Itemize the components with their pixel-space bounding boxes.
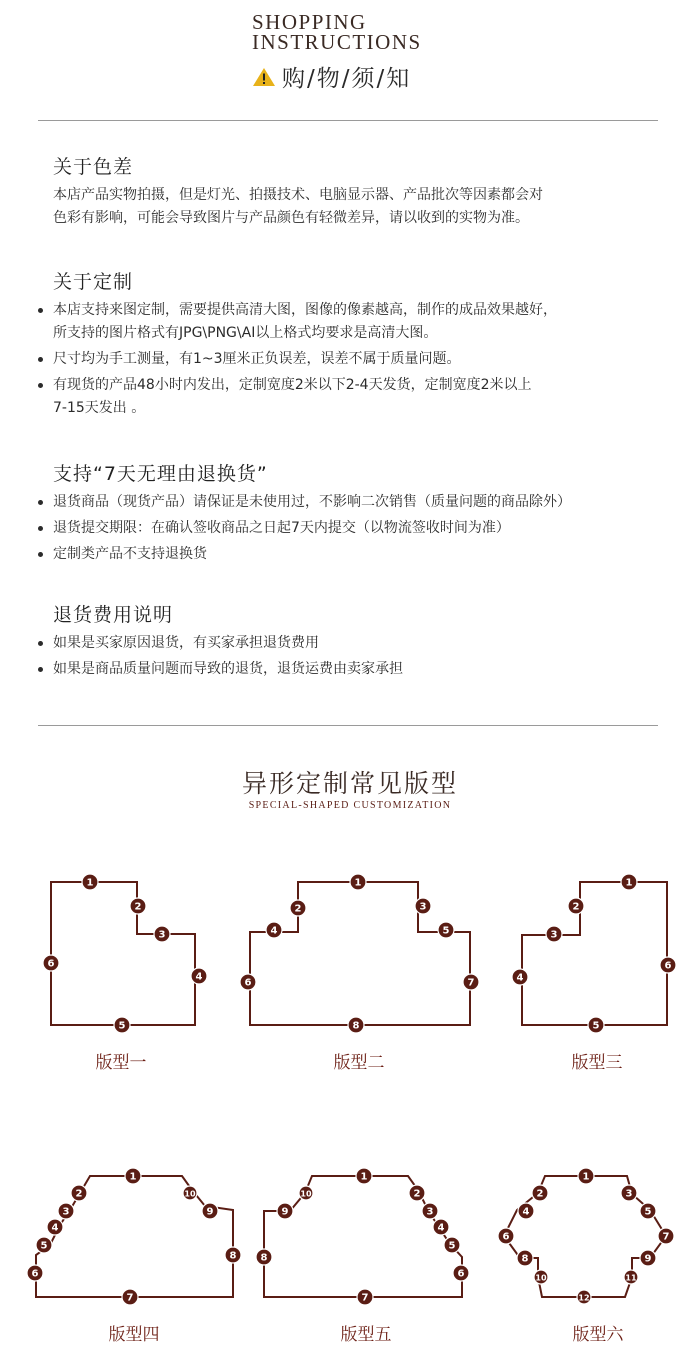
svg-text:7: 7 — [467, 977, 475, 989]
returns-bullet-2-text: 退货提交期限：在确认签收商品之日起7天内提交（以物流签收时间为准） — [53, 520, 510, 536]
section-title-fees: 退货费用说明 — [53, 604, 174, 626]
shape-2-marker-6 — [240, 974, 256, 990]
svg-text:8: 8 — [521, 1253, 529, 1265]
header-english-line1: SHOPPING — [252, 10, 367, 34]
shape-6-marker-5 — [640, 1203, 656, 1219]
svg-text:1: 1 — [129, 1171, 137, 1183]
svg-text:2: 2 — [536, 1188, 544, 1200]
shape-2-marker-2 — [290, 900, 306, 916]
fees-bullet-1-text: 如果是买家原因退货，有买家承担退货费用 — [53, 635, 319, 651]
svg-text:4: 4 — [437, 1222, 445, 1234]
shape-4-marker-6 — [27, 1265, 43, 1281]
shape-2-marker-7 — [463, 974, 479, 990]
shape-1-marker-2 — [130, 898, 146, 914]
shape-1-marker-3 — [154, 926, 170, 942]
shape-label-4: 版型四 — [108, 1325, 160, 1345]
svg-text:2: 2 — [413, 1188, 421, 1200]
header-chinese-text: 购/物/须/知 — [282, 66, 412, 92]
shape-5-marker-7 — [357, 1289, 373, 1305]
shape-outline-2 — [250, 882, 470, 1025]
svg-text:1: 1 — [582, 1171, 590, 1183]
svg-text:4: 4 — [270, 925, 278, 937]
header-english-line2: INSTRUCTIONS — [252, 30, 422, 54]
shape-3-marker-4 — [512, 969, 528, 985]
svg-text:2: 2 — [134, 901, 142, 913]
svg-text:1: 1 — [625, 877, 633, 889]
shape-1-marker-1 — [82, 874, 98, 890]
svg-text:8: 8 — [260, 1252, 268, 1264]
shape-2-marker-1 — [350, 874, 366, 890]
svg-text:1: 1 — [86, 877, 94, 889]
shape-4-marker-8 — [225, 1247, 241, 1263]
svg-text:12: 12 — [578, 1293, 590, 1303]
svg-text:3: 3 — [550, 929, 558, 941]
shape-6-marker-4 — [518, 1203, 534, 1219]
shape-3-marker-6 — [660, 957, 676, 973]
shape-2-marker-5 — [438, 922, 454, 938]
svg-text:9: 9 — [206, 1206, 214, 1218]
svg-text:10: 10 — [184, 1189, 196, 1199]
svg-text:3: 3 — [426, 1206, 434, 1218]
shape-6-marker-9 — [640, 1250, 656, 1266]
svg-text:5: 5 — [644, 1206, 652, 1218]
svg-text:6: 6 — [31, 1268, 39, 1280]
svg-text:8: 8 — [229, 1250, 237, 1262]
custom-bullet-2-text: 尺寸均为手工测量，有1~3厘米正负误差，误差不属于质量问题。 — [53, 351, 461, 367]
svg-text:6: 6 — [47, 958, 55, 970]
svg-text:5: 5 — [40, 1240, 48, 1252]
returns-bullet-1-text: 退货商品（现货产品）请保证是未使用过，不影响二次销售（质量问题的商品除外） — [53, 494, 571, 510]
returns-bullet-3-text: 定制类产品不支持退换货 — [53, 546, 207, 562]
shape-label-3: 版型三 — [571, 1053, 623, 1073]
shape-5-marker-8 — [256, 1249, 272, 1265]
shape-label-6: 版型六 — [572, 1325, 624, 1345]
svg-text:6: 6 — [664, 960, 672, 972]
svg-text:5: 5 — [442, 925, 450, 937]
custom-bullet-3-line2: 7-15天发出 。 — [53, 400, 146, 416]
svg-text:4: 4 — [516, 972, 524, 984]
shape-outline-4 — [36, 1176, 233, 1297]
svg-text:2: 2 — [572, 901, 580, 913]
fees-bullet-2-text: 如果是商品质量问题而导致的退货，退货运费由卖家承担 — [53, 661, 403, 677]
svg-text:1: 1 — [354, 877, 362, 889]
shape-6-marker-8 — [517, 1250, 533, 1266]
shape-6-marker-2 — [532, 1185, 548, 1201]
svg-text:10: 10 — [300, 1189, 312, 1199]
svg-text:9: 9 — [644, 1253, 652, 1265]
shape-1-marker-4 — [191, 968, 207, 984]
shape-label-5: 版型五 — [340, 1325, 392, 1345]
shape-4-marker-10 — [183, 1186, 197, 1200]
shape-2-marker-8 — [348, 1017, 364, 1033]
shape-4-marker-1 — [125, 1168, 141, 1184]
shape-3-marker-5 — [588, 1017, 604, 1033]
shape-5-marker-3 — [422, 1203, 438, 1219]
shape-5-marker-2 — [409, 1185, 425, 1201]
svg-text:3: 3 — [625, 1188, 633, 1200]
svg-text:4: 4 — [522, 1206, 530, 1218]
svg-text:7: 7 — [126, 1292, 134, 1304]
svg-text:11: 11 — [625, 1273, 637, 1283]
svg-text:7: 7 — [662, 1231, 670, 1243]
svg-text:10: 10 — [535, 1273, 547, 1283]
svg-text:3: 3 — [158, 929, 166, 941]
svg-text:4: 4 — [195, 971, 203, 983]
shape-5-marker-6 — [453, 1265, 469, 1281]
shape-6-marker-12 — [577, 1290, 591, 1304]
shape-outline-1 — [51, 882, 195, 1025]
custom-bullet-1-line1: 本店支持来图定制，需要提供高清大图，图像的像素越高，制作的成品效果越好， — [53, 302, 557, 318]
svg-text:6: 6 — [457, 1268, 465, 1280]
shape-2-marker-3 — [415, 898, 431, 914]
section-title-returns: 支持“7天无理由退换货” — [53, 463, 268, 485]
shape-5-marker-9 — [277, 1203, 293, 1219]
shape-label-2: 版型二 — [333, 1053, 385, 1073]
shape-outline-6 — [504, 1176, 666, 1297]
svg-text:2: 2 — [75, 1188, 83, 1200]
shape-1-marker-6 — [43, 955, 59, 971]
shape-4-marker-2 — [71, 1185, 87, 1201]
shape-5-marker-1 — [356, 1168, 372, 1184]
svg-text:1: 1 — [360, 1171, 368, 1183]
section-title-custom: 关于定制 — [53, 271, 134, 293]
shape-5-marker-10 — [299, 1186, 313, 1200]
shape-4-marker-3 — [58, 1203, 74, 1219]
svg-text:4: 4 — [51, 1222, 59, 1234]
shape-1-marker-5 — [114, 1017, 130, 1033]
shape-4-marker-9 — [202, 1203, 218, 1219]
shape-outline-3 — [522, 882, 667, 1025]
svg-text:6: 6 — [502, 1231, 510, 1243]
shape-6-marker-6 — [498, 1228, 514, 1244]
color-text-line2: 色彩有影响，可能会导致图片与产品颜色有轻微差异，请以收到的实物为准。 — [53, 210, 529, 226]
svg-text:5: 5 — [118, 1020, 126, 1032]
svg-text:5: 5 — [592, 1020, 600, 1032]
shape-3-marker-1 — [621, 874, 637, 890]
custom-bullet-3-line1: 有现货的产品48小时内发出，定制宽度2米以下2-4天发货，定制宽度2米以上 — [53, 377, 532, 393]
shape-outline-5 — [264, 1176, 462, 1297]
svg-text:9: 9 — [281, 1206, 289, 1218]
svg-text:8: 8 — [352, 1020, 360, 1032]
shape-4-marker-5 — [36, 1237, 52, 1253]
svg-text:6: 6 — [244, 977, 252, 989]
shape-label-1: 版型一 — [95, 1053, 147, 1073]
shape-3-marker-2 — [568, 898, 584, 914]
shape-6-marker-11 — [624, 1270, 638, 1284]
shape-6-marker-7 — [658, 1228, 674, 1244]
shape-4-marker-7 — [122, 1289, 138, 1305]
svg-text:5: 5 — [448, 1240, 456, 1252]
shape-6-marker-10 — [534, 1270, 548, 1284]
shape-5-marker-4 — [433, 1219, 449, 1235]
svg-text:3: 3 — [419, 901, 427, 913]
shape-3-marker-3 — [546, 926, 562, 942]
shape-2-marker-4 — [266, 922, 282, 938]
svg-text:7: 7 — [361, 1292, 369, 1304]
svg-text:2: 2 — [294, 903, 302, 915]
shape-5-marker-5 — [444, 1237, 460, 1253]
customization-title-cn: 异形定制常见版型 — [241, 769, 458, 798]
shape-6-marker-1 — [578, 1168, 594, 1184]
customization-title-en: SPECIAL-SHAPED CUSTOMIZATION — [248, 800, 452, 811]
svg-text:3: 3 — [62, 1206, 70, 1218]
section-title-color: 关于色差 — [53, 156, 134, 178]
custom-bullet-1-line2: 所支持的图片格式有JPG\PNG\AI以上格式均要求是高清大图。 — [53, 325, 438, 341]
shape-4-marker-4 — [47, 1219, 63, 1235]
color-text-line1: 本店产品实物拍摄，但是灯光、拍摄技术、电脑显示器、产品批次等因素都会对 — [53, 187, 543, 203]
shape-6-marker-3 — [621, 1185, 637, 1201]
